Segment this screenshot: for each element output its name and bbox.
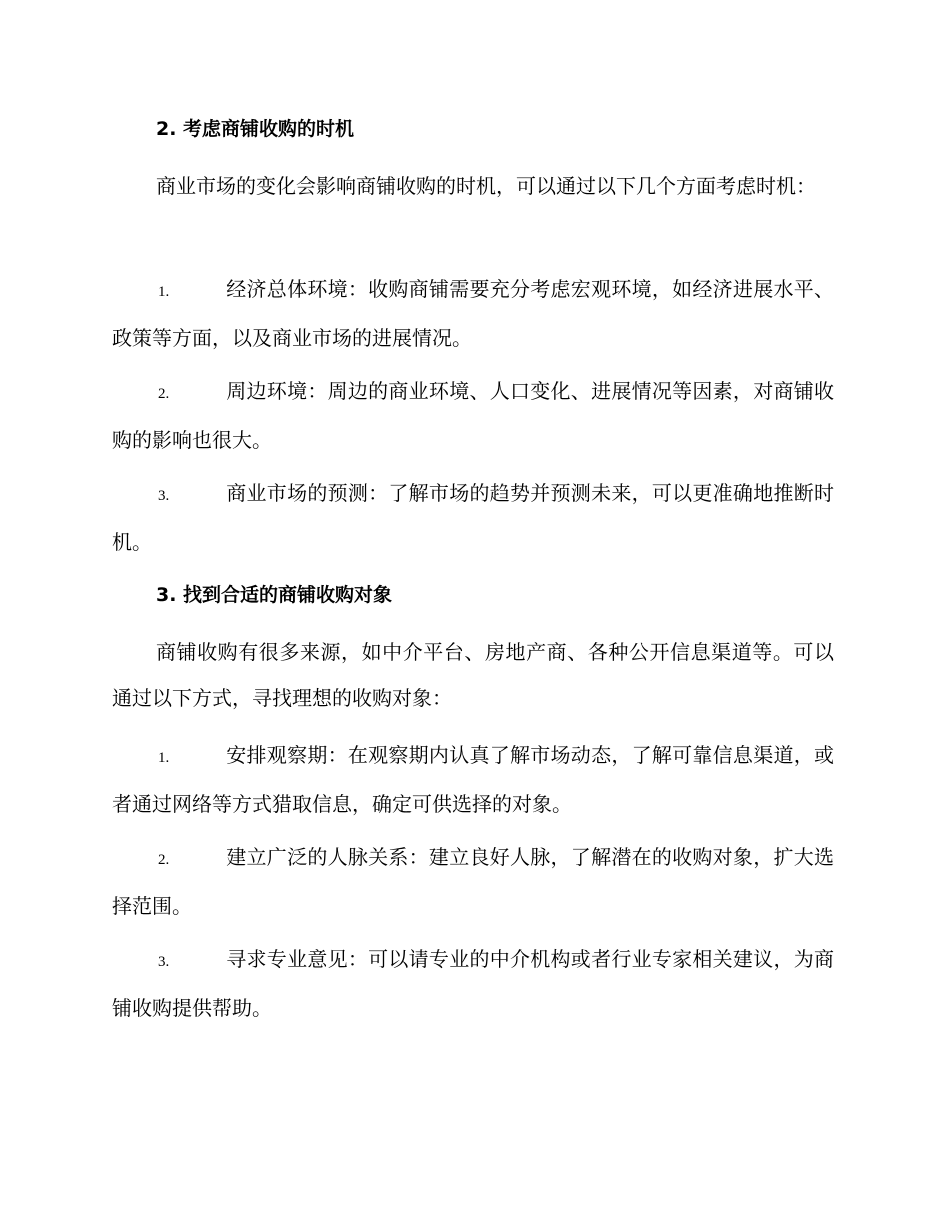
list-item-text: 经济总体环境：收购商铺需要充分考虑宏观环境，如经济进展水平、政策等方面，以及商业市场的进展情况。 <box>112 277 834 350</box>
section-2-heading: 2. 考虑商铺收购的时机 <box>156 118 355 140</box>
list-item-text: 建立广泛的人脉关系：建立良好人脉，了解潜在的收购对象，扩大选择范围。 <box>112 845 834 918</box>
list-item-text: 寻求专业意见：可以请专业的中介机构或者行业专家相关建议，为商铺收购提供帮助。 <box>112 947 834 1020</box>
list-item-text: 安排观察期：在观察期内认真了解市场动态，了解可靠信息渠道，或者通过网络等方式猎取信息，确定可供选择的对象。 <box>112 743 834 816</box>
section-2-item-2 <box>112 368 834 463</box>
list-number: 2. <box>158 852 170 868</box>
list-number: 1. <box>158 750 170 766</box>
section-2-item-1 <box>112 266 834 361</box>
section-3-item-3 <box>112 936 834 1031</box>
section-3-item-1 <box>112 732 834 827</box>
section-3-item-2 <box>112 834 834 929</box>
list-number: 1. <box>158 284 170 300</box>
list-number: 3. <box>158 488 170 504</box>
section-2-intro: 商业市场的变化会影响商铺收购的时机，可以通过以下几个方面考虑时机： <box>156 174 816 198</box>
list-number: 3. <box>158 954 170 970</box>
section-3-intro: 商铺收购有很多来源，如中介平台、房地产商、各种公开信息渠道等。可以通过以下方式，寻找理想的收购对象： <box>112 640 834 710</box>
section-2-item-3 <box>112 470 834 565</box>
list-item-text: 商业市场的预测：了解市场的趋势并预测未来，可以更准确地推断时机。 <box>112 481 834 554</box>
list-number: 2. <box>158 386 170 402</box>
list-item-text: 周边环境：周边的商业环境、人口变化、进展情况等因素，对商铺收购的影响也很大。 <box>112 379 834 452</box>
section-3-heading: 3. 找到合适的商铺收购对象 <box>156 584 393 606</box>
